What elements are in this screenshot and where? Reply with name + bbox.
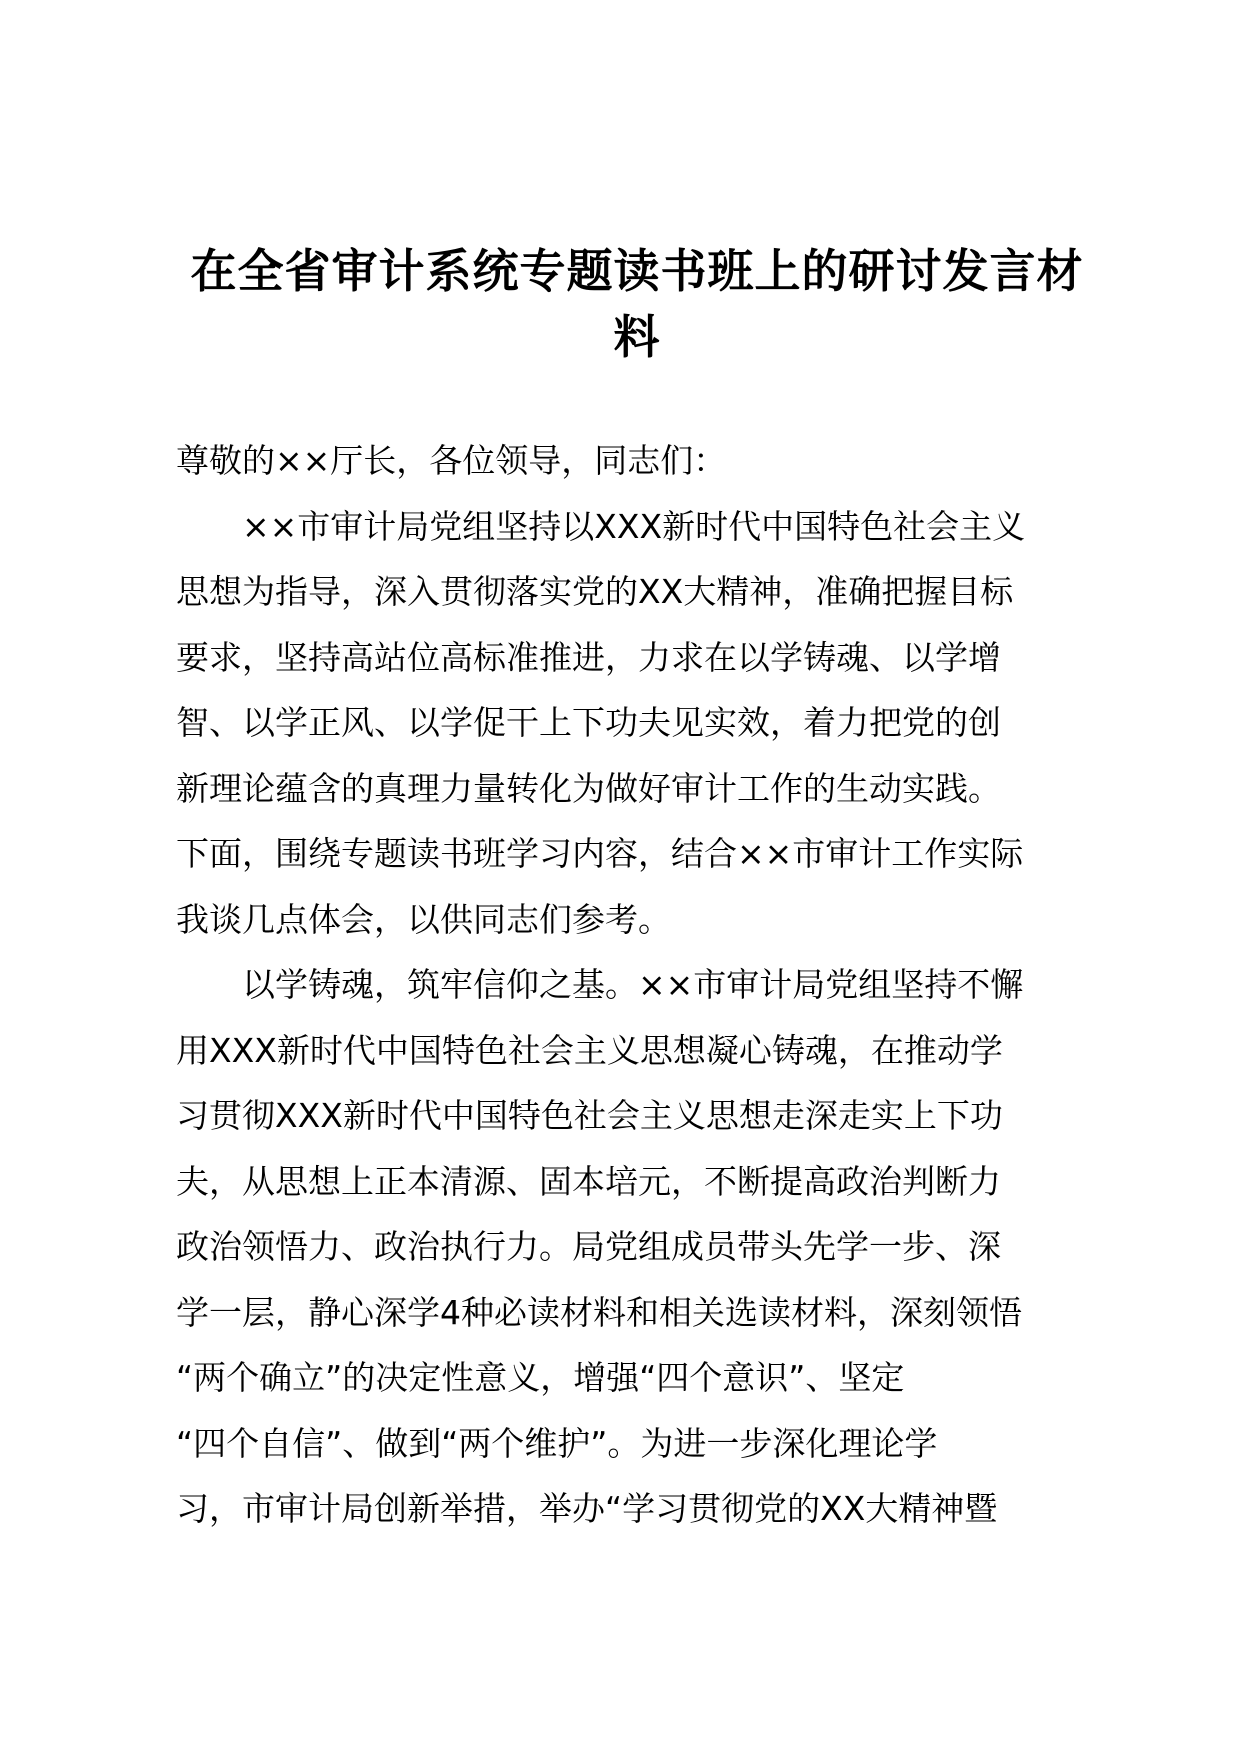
body-line: 下面，围绕专题读书班学习内容，结合××市审计工作实际 (176, 834, 1024, 873)
body-line: 政治领悟力、政治执行力。局党组成员带头先学一步、深 (176, 1227, 1001, 1266)
document-body (176, 428, 1106, 1542)
body-line: 新理论蕴含的真理力量转化为做好审计工作的生动实践。 (176, 768, 1001, 808)
body-line: 习贯彻XXX新时代中国特色社会主义思想走深走实上下功 (176, 1096, 1003, 1135)
body-line: ××市审计局党组坚持以XXX新时代中国特色社会主义 (176, 506, 1026, 546)
body-line: 以学铸魂，筑牢信仰之基。××市审计局党组坚持不懈 (176, 965, 1024, 1004)
body-line: 智、以学正风、以学促干上下功夫见实效，着力把党的创 (176, 703, 1001, 742)
body-line: 要求，坚持高站位高标准推进，力求在以学铸魂、以学增 (176, 637, 1001, 677)
body-line: 学一层，静心深学4种必读材料和相关选读材料，深刻领悟 (176, 1292, 1022, 1332)
body-line: 习，市审计局创新举措，举办“学习贯彻党的XX大精神暨 (176, 1489, 998, 1528)
salutation: 尊敬的××厅长，各位领导，同志们： (176, 441, 727, 480)
body-line: 思想为指导，深入贯彻落实党的XX大精神，准确把握目标 (176, 572, 1014, 611)
body-line: 夫，从思想上正本清源、固本培元，不断提高政治判断力 (176, 1161, 1001, 1201)
body-line: 我谈几点体会，以供同志们参考。 (176, 899, 671, 939)
title-line: 料 (613, 310, 661, 364)
body-line: 用XXX新时代中国特色社会主义思想凝心铸魂，在推动学 (176, 1030, 1003, 1070)
body-line: “两个确立”的决定性意义，增强“四个意识”、坚定 (176, 1358, 905, 1397)
title-line: 在全省审计系统专题读书班上的研讨发言材 (190, 244, 1084, 298)
body-line: “四个自信”、做到“两个维护”。为进一步深化理论学 (176, 1423, 938, 1463)
document-title (172, 238, 1102, 370)
